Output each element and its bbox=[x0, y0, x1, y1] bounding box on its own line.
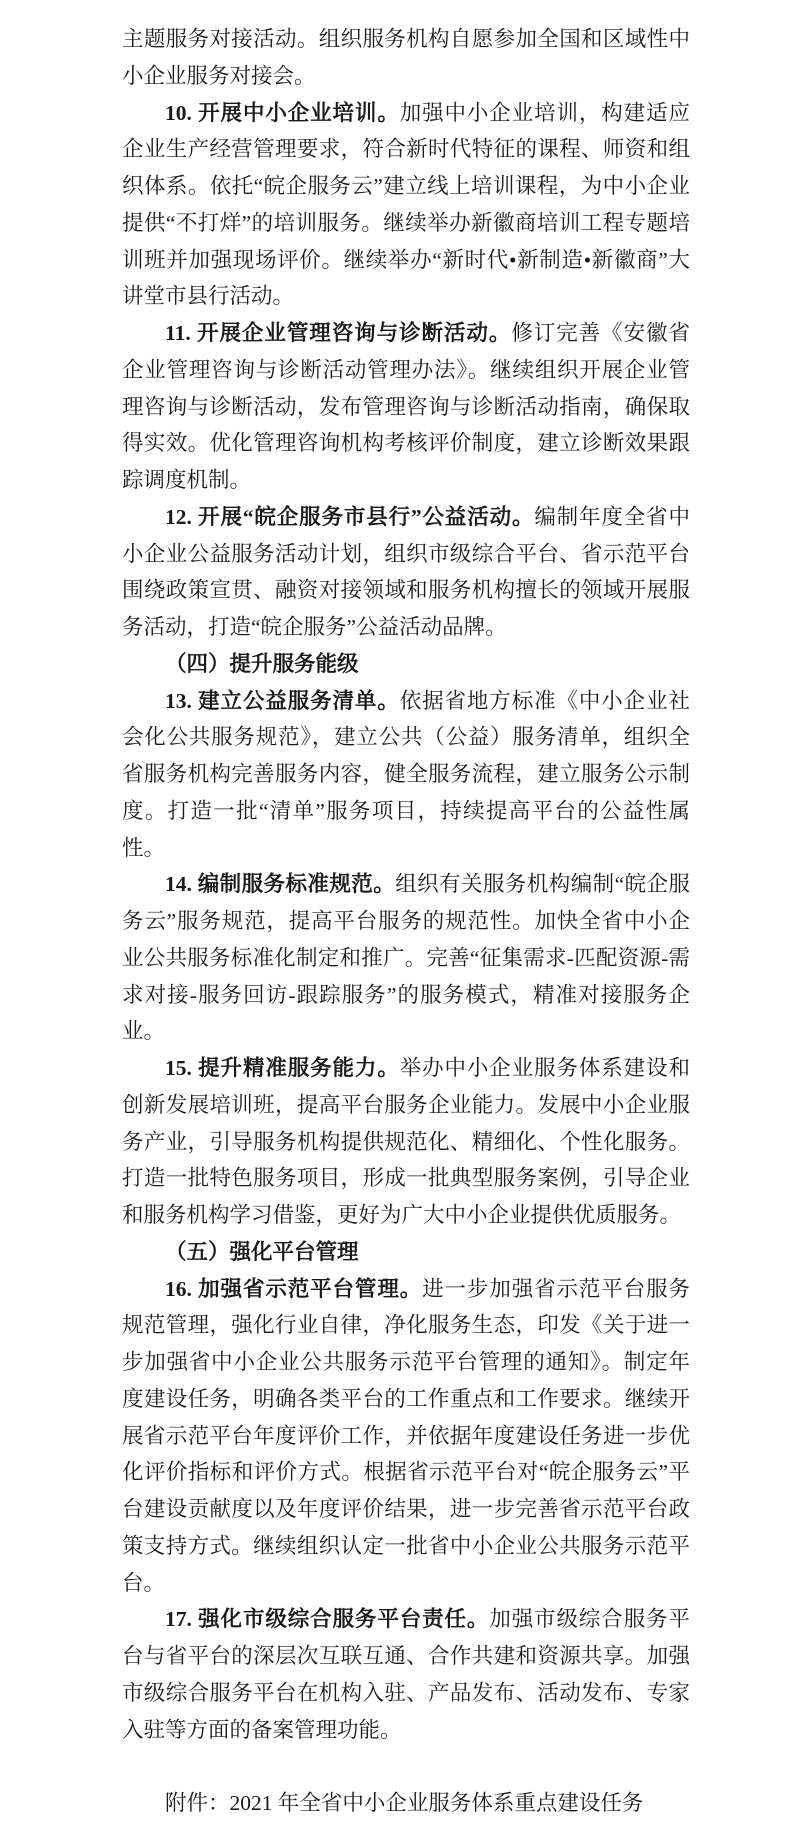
text-run-bold: 11. 开展企业管理咨询与诊断活动。 bbox=[165, 321, 512, 345]
text-run-bold: （五）强化平台管理 bbox=[165, 1239, 359, 1264]
paragraph bbox=[122, 95, 690, 316]
section-heading bbox=[122, 1234, 690, 1271]
attachment-line bbox=[122, 1785, 690, 1822]
text-run: 修订完善《安徽省企业管理咨询与诊断活动管理办法》。继续组织开展企业管理咨询与诊断活动，发布管理咨询与诊断活动指南，确保取得实效。优化管理咨询机构考核评价制度，建立诊断效果跟踪调度机制。 bbox=[122, 321, 690, 492]
paragraph bbox=[122, 1601, 690, 1748]
text-run: 进一步加强省示范平台服务规范管理，强化行业自律，净化服务生态，印发《关于进一步加强省中小企业公共服务示范平台管理的通知》。制定年度建设任务，明确各类平台的工作重点和工作要求。继续开展省示范平台年度评价工作，并依据年度建设任务进一步优化评价指标和评价方式。根据省示范平台对“皖企服务云”平台建设贡献度以及年度评价结果，进一步完善省示范平台政策支持方式。继续组织认定一批省中小企业公共服务示范平台。 bbox=[122, 1276, 690, 1595]
paragraph bbox=[122, 1271, 690, 1602]
paragraph bbox=[122, 499, 690, 646]
text-run-bold: 12. 开展“皖企服务市县行”公益活动。 bbox=[165, 504, 535, 529]
paragraph bbox=[122, 1050, 690, 1234]
text-run: 编制年度全省中小企业公益服务活动计划，组织市级综合平台、省示范平台围绕政策宣贯、融资对接领域和服务机构擅长的领域开展服务活动，打造“皖企服务”公益活动品牌。 bbox=[122, 504, 690, 639]
paragraph-spacer bbox=[122, 1748, 690, 1785]
text-run: 加强中小企业培训，构建适应企业生产经营管理要求，符合新时代特征的课程、师资和组织体系。依托“皖企服务云”建立线上培训课程，为中小企业提供“不打烊”的培训服务。继续举办新徽商培训工程专题培训班并加强现场评价。继续举办“新时代•新制造•新徽商”大讲堂市县行活动。 bbox=[122, 100, 690, 309]
text-run-bold: 10. 开展中小企业培训。 bbox=[165, 100, 400, 125]
paragraph bbox=[122, 683, 690, 867]
text-run: 组织有关服务机构编制“皖企服务云”服务规范，提高平台服务的规范性。加快全省中小企业公共服务标准化制定和推广。完善“征集需求-匹配资源-需求对接-服务回访-跟踪服务”的服务模式，精准对接服务企业。 bbox=[122, 872, 690, 1044]
text-run: 附件：2021 年全省中小企业服务体系重点建设任务 bbox=[165, 1791, 644, 1815]
text-run-bold: 16. 加强省示范平台管理。 bbox=[165, 1276, 423, 1301]
text-run-bold: 14. 编制服务标准规范。 bbox=[165, 872, 396, 897]
text-run: 举办中小企业服务体系建设和创新发展培训班，提高平台服务企业能力。发展中小企业服务产业，引导服务机构提供规范化、精细化、个性化服务。打造一批特色服务项目，形成一批典型服务案例，引导企业和服务机构学习借鉴，更好为广大中小企业提供优质服务。 bbox=[122, 1056, 690, 1227]
text-run: 依据省地方标准《中小企业社会化公共服务规范》，建立公共（公益）服务清单，组织全省服务机构完善服务内容，健全服务流程，建立服务公示制度。打造一批“清单”服务项目，持续提高平台的公益性属性。 bbox=[122, 688, 690, 860]
document-body bbox=[122, 21, 690, 1822]
text-run-bold: （四）提升服务能级 bbox=[165, 651, 359, 676]
paragraph bbox=[122, 21, 690, 95]
text-run-bold: 15. 提升精准服务能力。 bbox=[165, 1056, 400, 1080]
paragraph bbox=[122, 866, 690, 1050]
section-heading bbox=[122, 646, 690, 683]
paragraph bbox=[122, 315, 690, 499]
text-run: 加强市级综合服务平台与省平台的深层次互联互通、合作共建和资源共享。加强市级综合服务平台在机构入驻、产品发布、活动发布、专家入驻等方面的备案管理功能。 bbox=[122, 1607, 690, 1742]
text-run: 主题服务对接活动。组织服务机构自愿参加全国和区域性中小企业服务对接会。 bbox=[122, 27, 690, 88]
text-run-bold: 13. 建立公益服务清单。 bbox=[165, 688, 400, 713]
text-run-bold: 17. 强化市级综合服务平台责任。 bbox=[165, 1607, 490, 1632]
